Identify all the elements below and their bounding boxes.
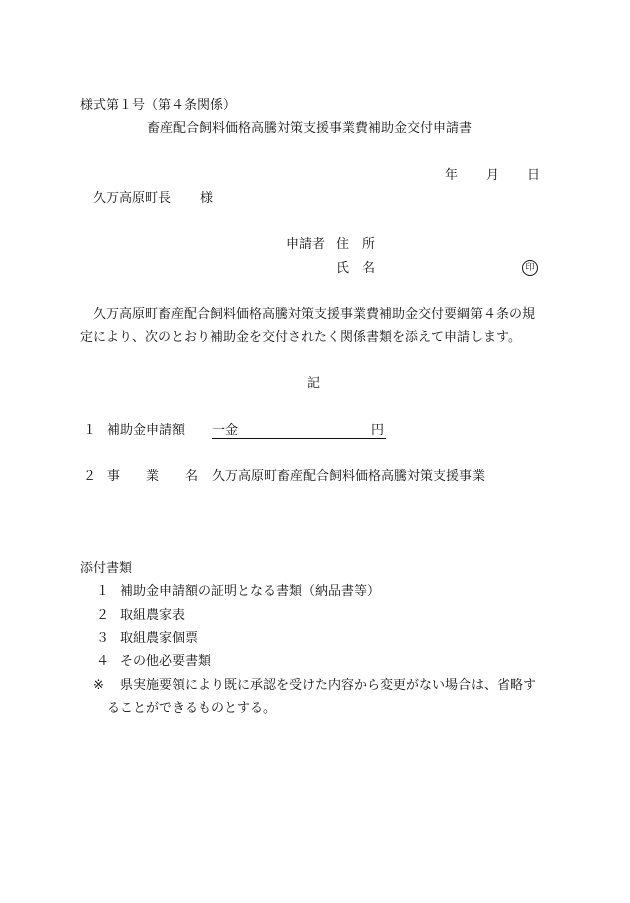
note-line-2: ることができるものとする。 [107,701,277,716]
attachment-1-number: １ [96,584,110,599]
form-number: 様式第１号（第４条関係） [80,98,237,113]
item-1-value-prefix: 一金 [212,423,239,438]
addressee-name: 久万高原町長 [93,191,172,206]
body-line-2: 定により、次のとおり補助金を交付されたく関係書類を添えて申請します。 [80,330,521,345]
item-1-number: １ [83,423,97,438]
attachments-title: 添付書類 [80,561,133,576]
attachment-3-number: ３ [96,631,110,646]
ki-heading: 記 [307,376,321,391]
item-2-label: 事 業 名 [107,469,199,484]
attachment-4-text: その他必要書類 [120,654,212,669]
item-1-label: 補助金申請額 [107,423,186,438]
item-2-number: ２ [83,469,97,484]
attachment-3-text: 取組農家個票 [120,631,199,646]
address-label: 住 所 [336,237,376,252]
note-line-1: 県実施要領により既に承認を受けた内容から変更がない場合は、省略す [120,678,537,693]
note-mark: ※ [93,678,104,693]
amount-underline [212,438,386,439]
body-line-1: 久万高原町畜産配合飼料価格高騰対策支援事業費補助金交付要綱第４条の規 [93,307,536,322]
item-2-value: 久万高原町畜産配合飼料価格高騰対策支援事業 [212,469,486,484]
item-1-value-suffix: 円 [371,423,385,438]
addressee-honorific: 様 [200,191,214,206]
attachment-1-text: 補助金申請額の証明となる書類（納品書等） [120,584,381,599]
name-label: 氏 名 [336,261,376,276]
attachment-2-text: 取組農家表 [120,608,186,623]
date-day: 日 [527,168,541,183]
attachment-2-number: ２ [96,608,110,623]
attachment-4-number: ４ [96,654,110,669]
applicant-label: 申請者 [286,237,326,252]
date-month: 月 [486,168,500,183]
document-title: 畜産配合飼料価格高騰対策支援事業費補助金交付申請書 [147,121,473,136]
date-year: 年 [445,168,459,183]
seal-mark: 印 [522,260,538,276]
